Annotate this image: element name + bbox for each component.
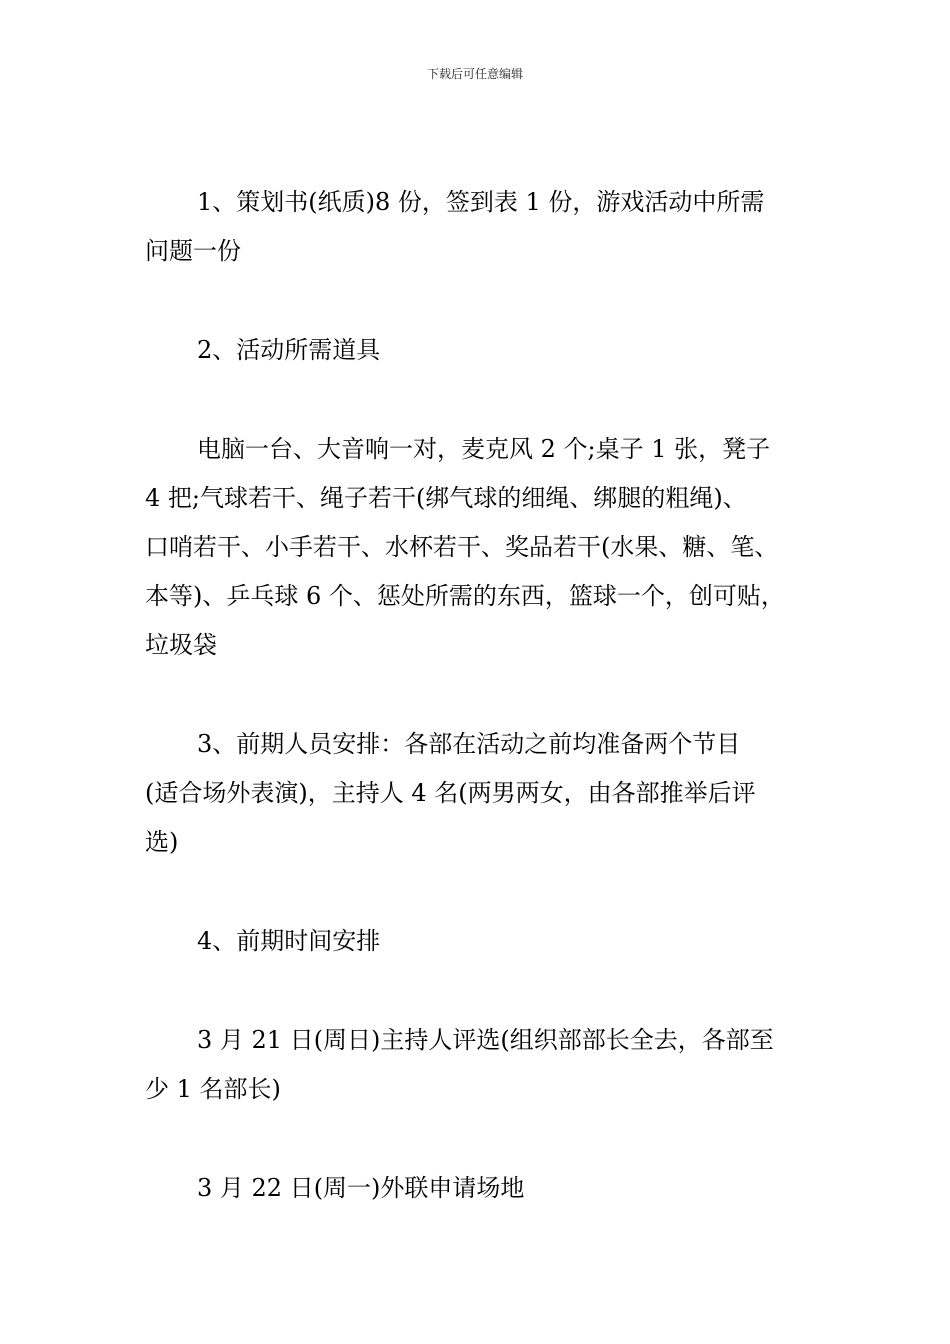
paragraph-schedule-heading [145, 917, 810, 966]
paragraph-line: 4、前期时间安排 [197, 927, 381, 955]
paragraph-props-heading [145, 326, 810, 375]
paragraph-line: (适合场外表演)，主持人 4 名(两男两女，由各部推举后评 [145, 779, 756, 807]
paragraph-line: 4 把;气球若干、绳子若干(绑气球的细绳、绑腿的粗绳)、 [145, 484, 747, 512]
paragraph-line: 1、策划书(纸质)8 份，签到表 1 份，游戏活动中所需 [197, 188, 765, 216]
paragraph-line: 问题一份 [145, 237, 241, 265]
paragraph-line: 垃圾袋 [145, 631, 217, 659]
paragraph-line: 3 月 22 日(周一)外联申请场地 [197, 1174, 525, 1202]
paragraph-line: 选) [145, 828, 179, 856]
page-header: 下载后可任意编辑 [426, 67, 523, 81]
paragraph-staff [145, 720, 810, 867]
paragraph-line: 3 月 21 日(周日)主持人评选(组织部部长全去，各部至 [197, 1026, 774, 1054]
paragraph-line: 电脑一台、大音响一对，麦克风 2 个;桌子 1 张，凳子 [197, 435, 771, 463]
paragraph-schedule-0321 [145, 1016, 810, 1114]
paragraph-line: 少 1 名部长) [145, 1075, 281, 1103]
paragraph-line: 本等)、乒乓球 6 个、惩处所需的东西，篮球一个，创可贴， [145, 582, 785, 610]
paragraph-props-list [145, 425, 810, 670]
paragraph-schedule-0322 [145, 1164, 810, 1213]
paragraph-line: 口哨若干、小手若干、水杯若干、奖品若干(水果、糖、笔、 [145, 533, 779, 561]
paragraph-line: 3、前期人员安排：各部在活动之前均准备两个节目 [197, 730, 741, 758]
paragraph-line: 2、活动所需道具 [197, 336, 381, 364]
paragraph-materials [145, 178, 810, 276]
document-body [145, 178, 810, 1263]
